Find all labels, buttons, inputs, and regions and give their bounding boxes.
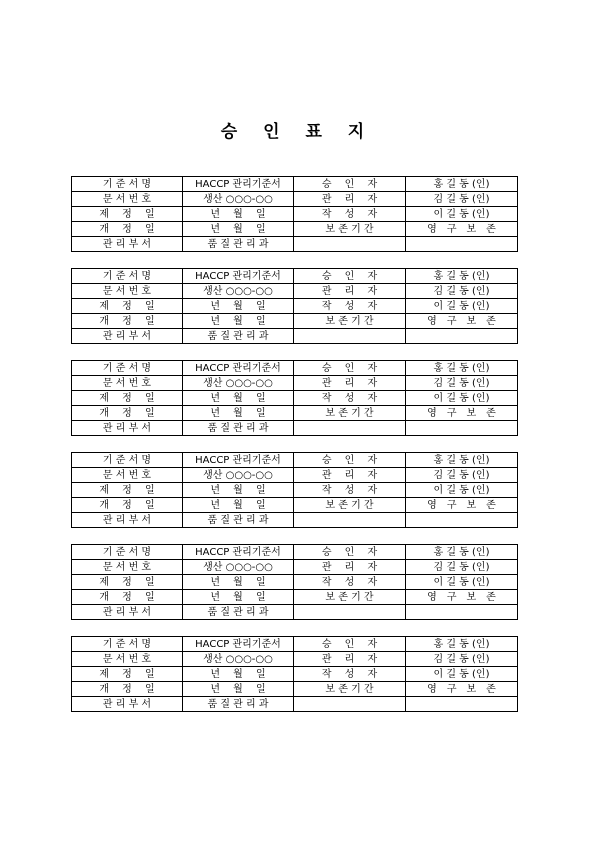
label-document-number: 문 서 번 호 — [72, 284, 183, 299]
value-retention-period: 영 구 보 존 — [406, 222, 518, 237]
table-row — [72, 637, 518, 652]
table-row — [72, 177, 518, 192]
label-document-number: 문 서 번 호 — [72, 468, 183, 483]
label-author: 작 성 자 — [294, 299, 406, 314]
value-revision-date: 년 월 일 — [183, 222, 294, 237]
table-row — [72, 682, 518, 697]
label-approver: 승 인 자 — [294, 361, 406, 376]
value-document-number: 생산 ○○○-○○ — [183, 560, 294, 575]
value-document-number: 생산 ○○○-○○ — [183, 652, 294, 667]
value-revision-date: 년 월 일 — [183, 406, 294, 421]
value-author: 이 길 동 (인) — [406, 299, 518, 314]
label-managing-department: 관 리 부 서 — [72, 421, 183, 436]
label-manager: 관 리 자 — [294, 376, 406, 391]
value-retention-period: 영 구 보 존 — [406, 682, 518, 697]
value-standard-name: HACCP 관리기준서 — [183, 361, 294, 376]
label-standard-name: 기 준 서 명 — [72, 177, 183, 192]
value-author: 이 길 동 (인) — [406, 667, 518, 682]
value-manager: 김 길 동 (인) — [406, 192, 518, 207]
value-managing-department: 품 질 관 리 과 — [183, 421, 294, 436]
label-enactment-date: 제 정 일 — [72, 667, 183, 682]
approval-table — [71, 360, 518, 436]
approval-table — [71, 636, 518, 712]
table-row — [72, 391, 518, 406]
empty-cell — [294, 697, 406, 712]
value-enactment-date: 년 월 일 — [183, 667, 294, 682]
table-row — [72, 498, 518, 513]
table-row — [72, 269, 518, 284]
label-enactment-date: 제 정 일 — [72, 391, 183, 406]
empty-cell — [406, 237, 518, 252]
table-row — [72, 376, 518, 391]
label-standard-name: 기 준 서 명 — [72, 269, 183, 284]
value-retention-period: 영 구 보 존 — [406, 314, 518, 329]
label-revision-date: 개 정 일 — [72, 590, 183, 605]
value-managing-department: 품 질 관 리 과 — [183, 605, 294, 620]
table-row — [72, 575, 518, 590]
table-row — [72, 468, 518, 483]
value-standard-name: HACCP 관리기준서 — [183, 637, 294, 652]
table-row — [72, 605, 518, 620]
value-author: 이 길 동 (인) — [406, 575, 518, 590]
value-approver: 홍 길 동 (인) — [406, 361, 518, 376]
table-row — [72, 222, 518, 237]
label-enactment-date: 제 정 일 — [72, 207, 183, 222]
value-managing-department: 품 질 관 리 과 — [183, 513, 294, 528]
value-standard-name: HACCP 관리기준서 — [183, 177, 294, 192]
label-author: 작 성 자 — [294, 391, 406, 406]
empty-cell — [406, 697, 518, 712]
label-author: 작 성 자 — [294, 483, 406, 498]
value-document-number: 생산 ○○○-○○ — [183, 284, 294, 299]
value-retention-period: 영 구 보 존 — [406, 406, 518, 421]
value-document-number: 생산 ○○○-○○ — [183, 192, 294, 207]
page-title: 승 인 표 지 — [220, 122, 375, 142]
label-retention-period: 보 존 기 간 — [294, 222, 406, 237]
value-revision-date: 년 월 일 — [183, 314, 294, 329]
table-row — [72, 545, 518, 560]
table-row — [72, 513, 518, 528]
label-managing-department: 관 리 부 서 — [72, 697, 183, 712]
value-document-number: 생산 ○○○-○○ — [183, 376, 294, 391]
value-author: 이 길 동 (인) — [406, 483, 518, 498]
empty-cell — [406, 513, 518, 528]
empty-cell — [294, 329, 406, 344]
value-author: 이 길 동 (인) — [406, 207, 518, 222]
label-document-number: 문 서 번 호 — [72, 192, 183, 207]
value-enactment-date: 년 월 일 — [183, 391, 294, 406]
table-row — [72, 314, 518, 329]
table-row — [72, 207, 518, 222]
label-manager: 관 리 자 — [294, 192, 406, 207]
table-row — [72, 560, 518, 575]
label-document-number: 문 서 번 호 — [72, 376, 183, 391]
empty-cell — [406, 329, 518, 344]
label-retention-period: 보 존 기 간 — [294, 406, 406, 421]
value-managing-department: 품 질 관 리 과 — [183, 329, 294, 344]
approval-table — [71, 544, 518, 620]
empty-cell — [294, 237, 406, 252]
value-enactment-date: 년 월 일 — [183, 575, 294, 590]
table-row — [72, 299, 518, 314]
table-row — [72, 329, 518, 344]
label-manager: 관 리 자 — [294, 560, 406, 575]
label-retention-period: 보 존 기 간 — [294, 314, 406, 329]
value-managing-department: 품 질 관 리 과 — [183, 237, 294, 252]
value-revision-date: 년 월 일 — [183, 590, 294, 605]
label-revision-date: 개 정 일 — [72, 222, 183, 237]
label-enactment-date: 제 정 일 — [72, 299, 183, 314]
value-standard-name: HACCP 관리기준서 — [183, 545, 294, 560]
table-row — [72, 237, 518, 252]
table-row — [72, 667, 518, 682]
value-enactment-date: 년 월 일 — [183, 207, 294, 222]
label-standard-name: 기 준 서 명 — [72, 545, 183, 560]
label-document-number: 문 서 번 호 — [72, 652, 183, 667]
table-row — [72, 697, 518, 712]
label-manager: 관 리 자 — [294, 468, 406, 483]
value-retention-period: 영 구 보 존 — [406, 590, 518, 605]
value-standard-name: HACCP 관리기준서 — [183, 453, 294, 468]
label-revision-date: 개 정 일 — [72, 314, 183, 329]
value-managing-department: 품 질 관 리 과 — [183, 697, 294, 712]
label-managing-department: 관 리 부 서 — [72, 329, 183, 344]
label-manager: 관 리 자 — [294, 652, 406, 667]
empty-cell — [406, 421, 518, 436]
label-document-number: 문 서 번 호 — [72, 560, 183, 575]
table-row — [72, 406, 518, 421]
label-author: 작 성 자 — [294, 667, 406, 682]
empty-cell — [294, 421, 406, 436]
table-row — [72, 453, 518, 468]
label-approver: 승 인 자 — [294, 545, 406, 560]
table-row — [72, 483, 518, 498]
label-author: 작 성 자 — [294, 207, 406, 222]
value-manager: 김 길 동 (인) — [406, 468, 518, 483]
value-manager: 김 길 동 (인) — [406, 284, 518, 299]
value-document-number: 생산 ○○○-○○ — [183, 468, 294, 483]
empty-cell — [294, 605, 406, 620]
label-managing-department: 관 리 부 서 — [72, 237, 183, 252]
value-author: 이 길 동 (인) — [406, 391, 518, 406]
label-retention-period: 보 존 기 간 — [294, 682, 406, 697]
empty-cell — [294, 513, 406, 528]
value-approver: 홍 길 동 (인) — [406, 269, 518, 284]
label-approver: 승 인 자 — [294, 637, 406, 652]
empty-cell — [406, 605, 518, 620]
value-revision-date: 년 월 일 — [183, 498, 294, 513]
label-approver: 승 인 자 — [294, 269, 406, 284]
label-managing-department: 관 리 부 서 — [72, 605, 183, 620]
approval-table — [71, 268, 518, 344]
value-manager: 김 길 동 (인) — [406, 652, 518, 667]
label-retention-period: 보 존 기 간 — [294, 498, 406, 513]
table-row — [72, 652, 518, 667]
label-manager: 관 리 자 — [294, 284, 406, 299]
approval-table — [71, 452, 518, 528]
label-revision-date: 개 정 일 — [72, 498, 183, 513]
label-enactment-date: 제 정 일 — [72, 575, 183, 590]
label-enactment-date: 제 정 일 — [72, 483, 183, 498]
label-approver: 승 인 자 — [294, 453, 406, 468]
value-retention-period: 영 구 보 존 — [406, 498, 518, 513]
value-manager: 김 길 동 (인) — [406, 376, 518, 391]
label-standard-name: 기 준 서 명 — [72, 361, 183, 376]
label-standard-name: 기 준 서 명 — [72, 637, 183, 652]
label-managing-department: 관 리 부 서 — [72, 513, 183, 528]
value-enactment-date: 년 월 일 — [183, 299, 294, 314]
value-revision-date: 년 월 일 — [183, 682, 294, 697]
value-approver: 홍 길 동 (인) — [406, 177, 518, 192]
label-approver: 승 인 자 — [294, 177, 406, 192]
label-retention-period: 보 존 기 간 — [294, 590, 406, 605]
value-manager: 김 길 동 (인) — [406, 560, 518, 575]
value-enactment-date: 년 월 일 — [183, 483, 294, 498]
approval-table — [71, 176, 518, 252]
value-approver: 홍 길 동 (인) — [406, 545, 518, 560]
table-row — [72, 361, 518, 376]
value-approver: 홍 길 동 (인) — [406, 637, 518, 652]
label-revision-date: 개 정 일 — [72, 406, 183, 421]
table-row — [72, 192, 518, 207]
table-row — [72, 421, 518, 436]
value-standard-name: HACCP 관리기준서 — [183, 269, 294, 284]
table-row — [72, 590, 518, 605]
label-author: 작 성 자 — [294, 575, 406, 590]
label-revision-date: 개 정 일 — [72, 682, 183, 697]
value-approver: 홍 길 동 (인) — [406, 453, 518, 468]
label-standard-name: 기 준 서 명 — [72, 453, 183, 468]
table-row — [72, 284, 518, 299]
